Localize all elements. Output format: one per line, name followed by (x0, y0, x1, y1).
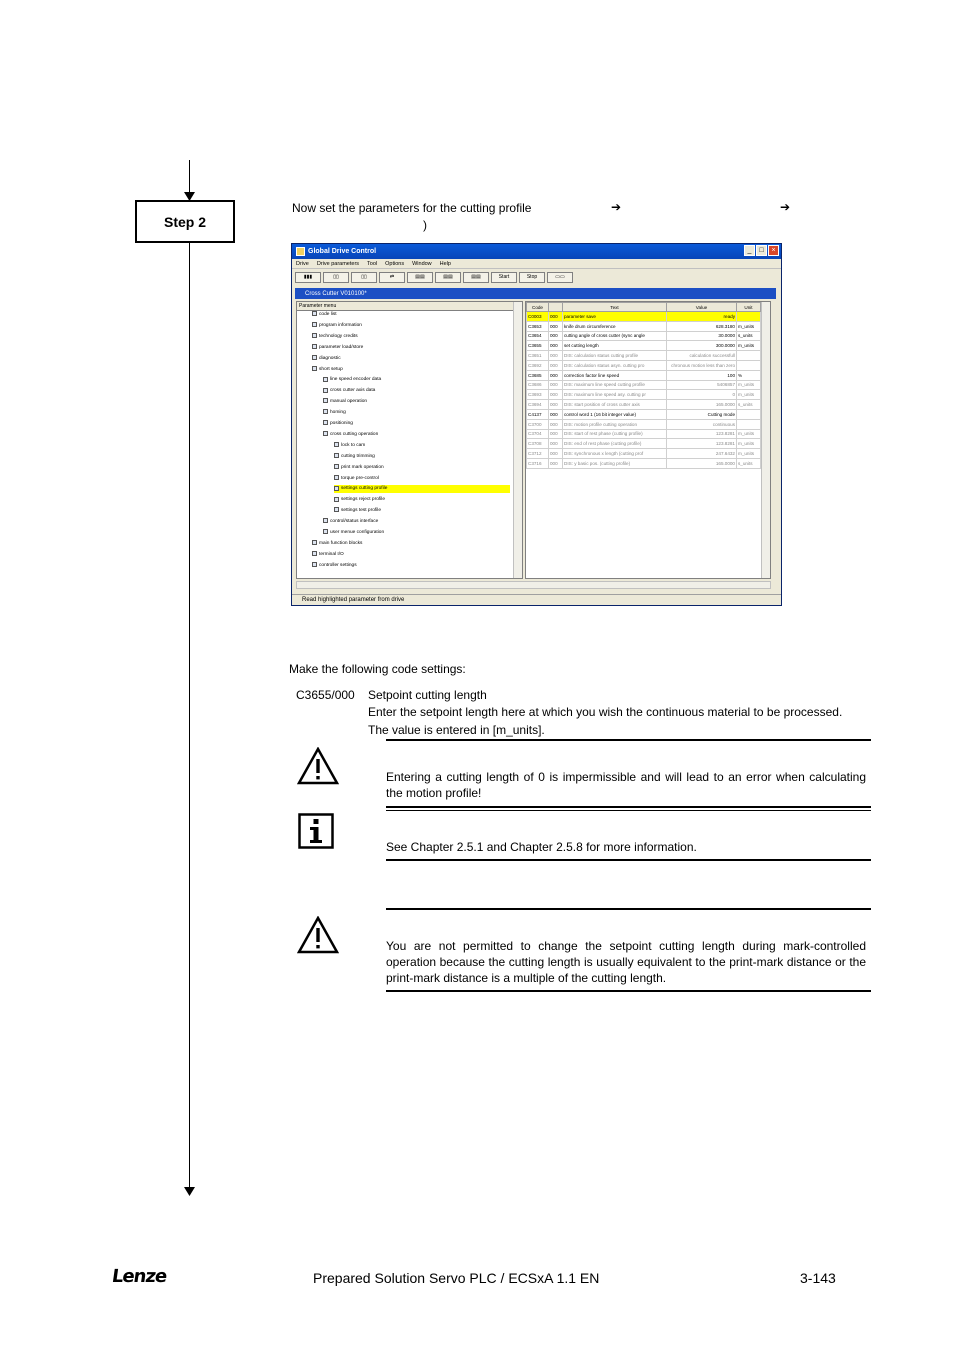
cell-unit (737, 419, 761, 429)
tree-item[interactable] (323, 431, 378, 439)
menu-item[interactable]: Help (439, 260, 451, 267)
cell-value: 5406857 (667, 380, 737, 390)
tree-item[interactable] (312, 333, 358, 341)
tree-item-label: program information (319, 322, 362, 328)
close-button[interactable]: × (768, 245, 779, 256)
start-button[interactable]: Start (491, 272, 517, 283)
tree-item[interactable] (323, 420, 353, 428)
stop-button[interactable]: Stop (519, 272, 545, 283)
cell-value: calculation successfull (667, 351, 737, 361)
toolbar-button[interactable]: ▯▯ (323, 272, 349, 283)
tree-item[interactable] (334, 442, 365, 450)
warning-note-1: Entering a cutting length of 0 is impermissible and will lead to an error when calculating the motion profile! (386, 770, 866, 800)
tree-item[interactable] (323, 518, 378, 526)
folder-icon (323, 398, 328, 403)
cell-sub: 000 (549, 429, 563, 439)
tree-item-label: cross cutting operation (330, 431, 379, 437)
app-icon (296, 247, 305, 256)
window-titlebar (292, 244, 781, 259)
table-row[interactable] (527, 400, 761, 410)
column-header[interactable]: Unit (737, 303, 761, 312)
folder-icon (334, 497, 339, 502)
cell-code: C3712 (527, 449, 549, 459)
code-description-1: Enter the setpoint length here at which you wish the continuous material to be processed. (368, 705, 843, 719)
folder-icon (334, 464, 339, 469)
cell-unit: m_units (737, 390, 761, 400)
cell-code: C3651 (527, 351, 549, 361)
cell-text: DIS: y basic pos. (cutting profile) (563, 458, 667, 468)
window-title: Global Drive Control (308, 248, 377, 255)
cell-value: 300.0000 (667, 341, 737, 351)
folder-icon (312, 551, 317, 556)
cell-text: DIS: calculation status cutting profile (563, 351, 667, 361)
grid-scrollbar[interactable] (761, 302, 770, 578)
tree-item-label: settings test profile (341, 508, 381, 514)
parameter-tree (296, 301, 523, 579)
menu-item[interactable]: Tool (367, 260, 378, 267)
toolbar-button[interactable]: ▭▭ (547, 272, 573, 283)
tree-item[interactable] (312, 344, 363, 352)
tree-item-label: cutting trimming (341, 453, 375, 459)
tree-item[interactable] (334, 485, 510, 493)
cell-unit: m_units (737, 341, 761, 351)
info-icon (298, 813, 334, 849)
intro-text-line2: ) (423, 218, 427, 232)
cell-code: C3716 (527, 458, 549, 468)
cell-sub: 000 (549, 390, 563, 400)
tree-item-label: code list (319, 312, 337, 317)
cell-text: parameter save (563, 312, 667, 322)
tree-item[interactable] (334, 453, 375, 461)
cell-unit (737, 409, 761, 419)
table-row[interactable] (527, 419, 761, 429)
tree-scrollbar[interactable] (513, 302, 522, 578)
cell-text: DIS: motion profile cutting operation (563, 419, 667, 429)
cell-sub: 000 (549, 351, 563, 361)
cell-code: C0003 (527, 312, 549, 322)
tree-item[interactable] (312, 355, 341, 363)
folder-icon (323, 529, 328, 534)
table-row[interactable] (527, 341, 761, 351)
tree-item-label: technology credits (319, 333, 358, 339)
maximize-button[interactable]: □ (756, 245, 767, 256)
tree-item-label: main function blocks (319, 540, 363, 546)
cell-sub: 000 (549, 449, 563, 459)
cell-sub: 000 (549, 321, 563, 331)
cell-text: DIS: start position of cross cutter axis (563, 400, 667, 410)
table-row[interactable] (527, 390, 761, 400)
tree-item-label: short setup (319, 366, 343, 372)
table-row[interactable] (527, 321, 761, 331)
cell-sub: 000 (549, 341, 563, 351)
code-number: C3655/000 (296, 688, 355, 702)
tree-item[interactable] (323, 409, 346, 417)
folder-icon (323, 518, 328, 523)
cell-code: C3685 (527, 370, 549, 380)
parameter-table (526, 302, 761, 469)
minimize-button[interactable]: _ (744, 245, 755, 256)
tree-item-label: settings reject profile (341, 497, 385, 503)
tree-item[interactable] (312, 551, 344, 559)
cell-sub: 000 (549, 458, 563, 468)
tree-item[interactable] (334, 475, 379, 483)
cell-sub: 000 (549, 400, 563, 410)
cell-unit: % (737, 370, 761, 380)
cell-unit: m_units (737, 321, 761, 331)
cell-text: DIS: start of rest phase (cutting profile) (563, 429, 667, 439)
tree-header: Parameter menu (297, 302, 522, 311)
tree-item-label: positioning (330, 421, 353, 426)
tree-item-label: homing (330, 410, 346, 416)
tree-item[interactable] (312, 562, 357, 570)
table-row[interactable] (527, 312, 761, 322)
note-rule (386, 859, 871, 861)
cell-text: correction factor line speed (563, 370, 667, 380)
cell-code: C3700 (527, 419, 549, 429)
arrow-down-icon (184, 1187, 195, 1196)
folder-icon (323, 431, 328, 436)
settings-intro: Make the following code settings: (289, 662, 466, 676)
note-rule (386, 739, 871, 741)
folder-icon (334, 507, 339, 512)
table-row[interactable] (527, 351, 761, 361)
cell-sub: 000 (549, 419, 563, 429)
column-header[interactable]: Code (527, 303, 549, 312)
cell-sub: 000 (549, 380, 563, 390)
tree-item-label: user menue configuration (330, 530, 385, 535)
cell-code: C3704 (527, 429, 549, 439)
cell-text: DIS: calculation status asyn. cutting pro (563, 360, 667, 370)
cell-value: 123.8281 (667, 439, 737, 449)
tree-item-label: diagnostic (319, 355, 341, 361)
cell-code: C3686 (527, 380, 549, 390)
lenze-logo: Lenze (110, 1266, 168, 1287)
cell-value: 165.0000 (667, 400, 737, 410)
folder-icon (312, 355, 317, 360)
warning-triangle-icon (297, 916, 339, 954)
cell-unit (737, 360, 761, 370)
warning-triangle-icon (297, 747, 339, 785)
tree-item[interactable] (312, 366, 343, 374)
cell-code: C3694 (527, 400, 549, 410)
tree-item-label: torque pre-control (341, 475, 379, 481)
cell-sub: 000 (549, 360, 563, 370)
folder-icon (312, 366, 317, 371)
cell-text: DIS: maximum line speed cutting profile (563, 380, 667, 390)
cell-code: C3708 (527, 439, 549, 449)
tree-item-label: control/status interface (330, 519, 379, 525)
column-header[interactable]: Text (563, 303, 667, 312)
cell-unit: s_units (737, 331, 761, 341)
cell-value: 165.0000 (667, 458, 737, 468)
folder-icon (312, 562, 317, 567)
cell-sub: 000 (549, 331, 563, 341)
note-rule (386, 806, 871, 808)
folder-icon (323, 420, 328, 425)
folder-icon (334, 486, 339, 491)
tree-item[interactable] (312, 322, 362, 330)
cell-code: C4137 (527, 409, 549, 419)
flow-line-top (189, 160, 190, 195)
cell-value: continuous (667, 419, 737, 429)
code-title: Setpoint cutting length (368, 688, 487, 702)
intro-arrow-2: ➔ (780, 200, 791, 214)
cell-text: control word 1 (16 bit integer value) (563, 409, 667, 419)
cell-text: DIS: synchronous x length (cutting prof (563, 449, 667, 459)
menu-item[interactable]: Options (385, 260, 405, 267)
table-row[interactable] (527, 360, 761, 370)
cell-unit (737, 312, 761, 322)
tree-item[interactable] (312, 311, 337, 319)
cell-value: 123.8281 (667, 429, 737, 439)
cell-value: 0 (667, 390, 737, 400)
table-row[interactable] (527, 458, 761, 468)
cell-code: C3693 (527, 390, 549, 400)
cell-text: DIS: maximum line speed asy. cutting pr (563, 390, 667, 400)
cell-unit: m_units (737, 429, 761, 439)
folder-icon (312, 322, 317, 327)
cell-text: set cutting length (563, 341, 667, 351)
tree-item-label: settings cutting profile (341, 486, 388, 492)
code-description-2: The value is entered in [m_units]. (368, 723, 545, 737)
toolbar-button[interactable]: ▤▤ (463, 272, 489, 283)
intro-arrow-1: ➔ (611, 200, 622, 214)
cell-value: 247.6432 (667, 449, 737, 459)
cell-code: C3692 (527, 360, 549, 370)
tree-item[interactable] (323, 387, 375, 395)
cell-value: chronous motion less than zero (667, 360, 737, 370)
tree-item-label: print mark operation (341, 464, 384, 470)
tree-item[interactable] (334, 464, 384, 472)
cell-text: DIS: end of rest phase (cutting profile) (563, 439, 667, 449)
tree-item-label: lock to cam (341, 442, 366, 448)
table-row[interactable] (527, 370, 761, 380)
tree-item[interactable] (334, 496, 385, 504)
note-rule (386, 810, 871, 811)
folder-icon (312, 333, 317, 338)
toolbar-button[interactable]: ▯▯ (351, 272, 377, 283)
cell-unit: s_units (737, 400, 761, 410)
cell-unit: s_units (737, 458, 761, 468)
table-row[interactable] (527, 380, 761, 390)
cell-code: C3655 (527, 341, 549, 351)
cell-unit: m_units (737, 439, 761, 449)
table-row[interactable] (527, 409, 761, 419)
folder-icon (334, 453, 339, 458)
cell-sub: 000 (549, 439, 563, 449)
folder-icon (334, 442, 339, 447)
cell-sub: 000 (549, 370, 563, 380)
table-row[interactable] (527, 429, 761, 439)
cell-text: cutting angle of cross cutter (sync angle (563, 331, 667, 341)
cell-code: C3654 (527, 331, 549, 341)
tree-item[interactable] (323, 398, 367, 406)
tree-item[interactable] (334, 507, 381, 515)
parameter-grid (525, 301, 771, 579)
cell-value: 30.0000 (667, 331, 737, 341)
cell-code: C3653 (527, 321, 549, 331)
subwindow-title: Cross Cutter V010100* (295, 288, 776, 299)
footer-title: Prepared Solution Servo PLC / ECSxA 1.1 EN (313, 1270, 600, 1286)
cell-value: 628.3180 (667, 321, 737, 331)
horizontal-scrollbar[interactable] (296, 581, 771, 589)
cell-value: ready (667, 312, 737, 322)
cell-sub: 000 (549, 312, 563, 322)
tree-item[interactable] (323, 376, 381, 384)
table-row[interactable] (527, 331, 761, 341)
cell-unit (737, 351, 761, 361)
warning-note-2: You are not permitted to change the setpoint cutting length during mark-controlled operation because the cutting length is usually equivalent to the print-mark distance or the print-mark distance is a multiple of the cutting length. (386, 939, 866, 985)
tree-item-label: cross cutter axis data (330, 388, 376, 394)
menu-item[interactable]: Drive parameters (316, 260, 360, 267)
menu-item[interactable]: Drive (296, 260, 309, 267)
step-label: Step 2 (135, 200, 235, 243)
flow-line-main (189, 243, 190, 1188)
column-header[interactable] (549, 303, 563, 312)
menu-bar (292, 259, 781, 269)
tree-item[interactable] (323, 529, 384, 537)
cell-unit: m_units (737, 449, 761, 459)
table-row[interactable] (527, 449, 761, 459)
page-number: 3-143 (800, 1270, 836, 1286)
cell-unit: m_units (737, 380, 761, 390)
note-rule (386, 990, 871, 992)
toolbar (292, 269, 781, 285)
toolbar-button[interactable]: ▤▤ (407, 272, 433, 283)
cell-text: knife drum circumference (563, 321, 667, 331)
info-note: See Chapter 2.5.1 and Chapter 2.5.8 for more information. (386, 840, 697, 854)
tree-item-label: line speed encoder data (330, 377, 382, 383)
intro-text: Now set the parameters for the cutting profile (292, 201, 532, 215)
folder-icon (323, 388, 328, 393)
folder-icon (323, 409, 328, 414)
folder-icon (312, 540, 317, 545)
folder-icon (334, 475, 339, 480)
column-header[interactable]: Value (667, 303, 737, 312)
menu-item[interactable]: Window (412, 260, 432, 267)
tree-item-label: controller settings (319, 562, 357, 568)
toolbar-button[interactable]: ▮▮▮ (295, 272, 321, 283)
tree-item-label: terminal I/O (319, 551, 344, 557)
folder-icon (312, 311, 317, 316)
status-bar: Read highlighted parameter from drive (292, 594, 781, 605)
note-rule (386, 908, 871, 910)
cell-sub: 000 (549, 409, 563, 419)
toolbar-button[interactable]: ▤▤ (435, 272, 461, 283)
cell-value: Cutting mode (667, 409, 737, 419)
tree-item[interactable] (312, 540, 362, 548)
gdc-window (291, 243, 782, 606)
tree-item-label: manual operation (330, 399, 368, 405)
folder-icon (312, 344, 317, 349)
table-row[interactable] (527, 439, 761, 449)
cell-value: 100 (667, 370, 737, 380)
folder-icon (323, 377, 328, 382)
tree-item-label: parameter load/store (319, 344, 364, 350)
toolbar-button[interactable]: ⇄ (379, 272, 405, 283)
